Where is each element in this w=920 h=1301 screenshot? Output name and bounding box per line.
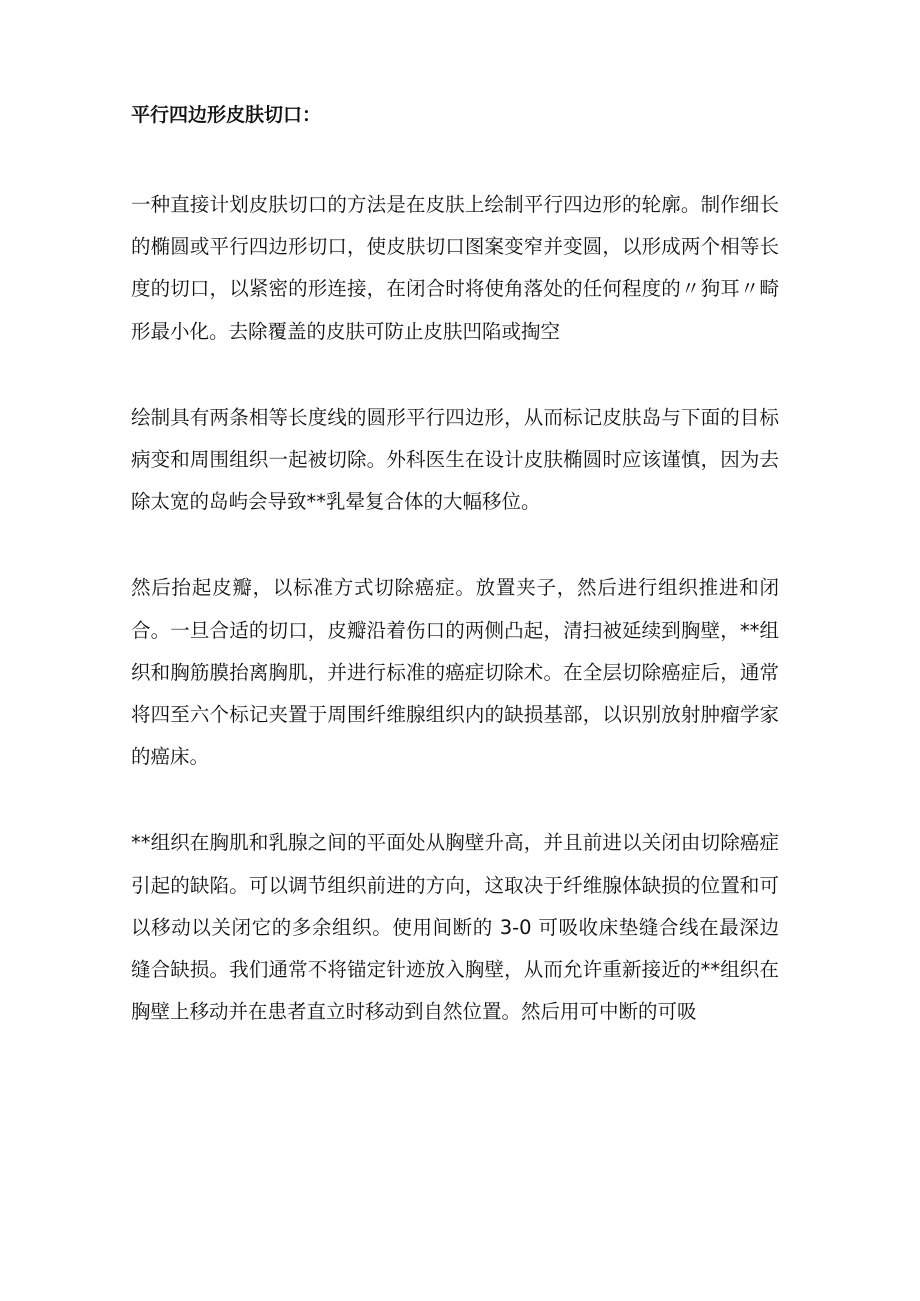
spacer [131, 132, 779, 184]
paragraph-3: 然后抬起皮瓣，以标准方式切除癌症。放置夹子，然后进行组织推进和闭合。一旦合适的切口，皮瓣沿着伤口的两侧凸起，清扫被延续到胸壁，**组织和胸筋膜抬离胸肌，并进行标准的癌症切除术。在全层切除癌症后，通常将四至六个标记夹置于周围纤维腺组织内的缺损基部，以识别放射肿瘤学家的癌床。 [131, 576, 779, 769]
spacer [131, 523, 779, 567]
spacer [131, 778, 779, 822]
spacer [131, 353, 779, 397]
section-heading: 平行四边形皮肤切口： [131, 104, 322, 126]
document-page [131, 98, 779, 1033]
paragraph-1: 一种直接计划皮肤切口的方法是在皮肤上绘制平行四边形的轮廓。制作细长的椭圆或平行四边形切口，使皮肤切口图案变窄并变圆，以形成两个相等长度的切口，以紧密的形连接，在闭合时将使角落处的任何程度的〃狗耳〃畸形最小化。去除覆盖的皮肤可防止皮肤凹陷或掏空 [131, 193, 779, 343]
paragraph-4: **组织在胸肌和乳腺之间的平面处从胸壁升高，并且前进以关闭由切除癌症引起的缺陷。可以调节组织前进的方向，这取决于纤维腺体缺损的位置和可以移动以关闭它的多余组织。使用间断的 3-0 可吸收床垫缝合线在最深边缝合缺损。我们通常不将锚定针迹放入胸壁，从而允许重新接近的**组织在胸壁上移动并在患者直立时移动到自然位置。然后用可中断的可吸 [131, 831, 779, 1024]
paragraph-2: 绘制具有两条相等长度线的圆形平行四边形，从而标记皮肤岛与下面的目标病变和周围组织一起被切除。外科医生在设计皮肤椭圆时应该谨慎，因为去除太宽的岛屿会导致**乳晕复合体的大幅移位。 [131, 405, 779, 514]
